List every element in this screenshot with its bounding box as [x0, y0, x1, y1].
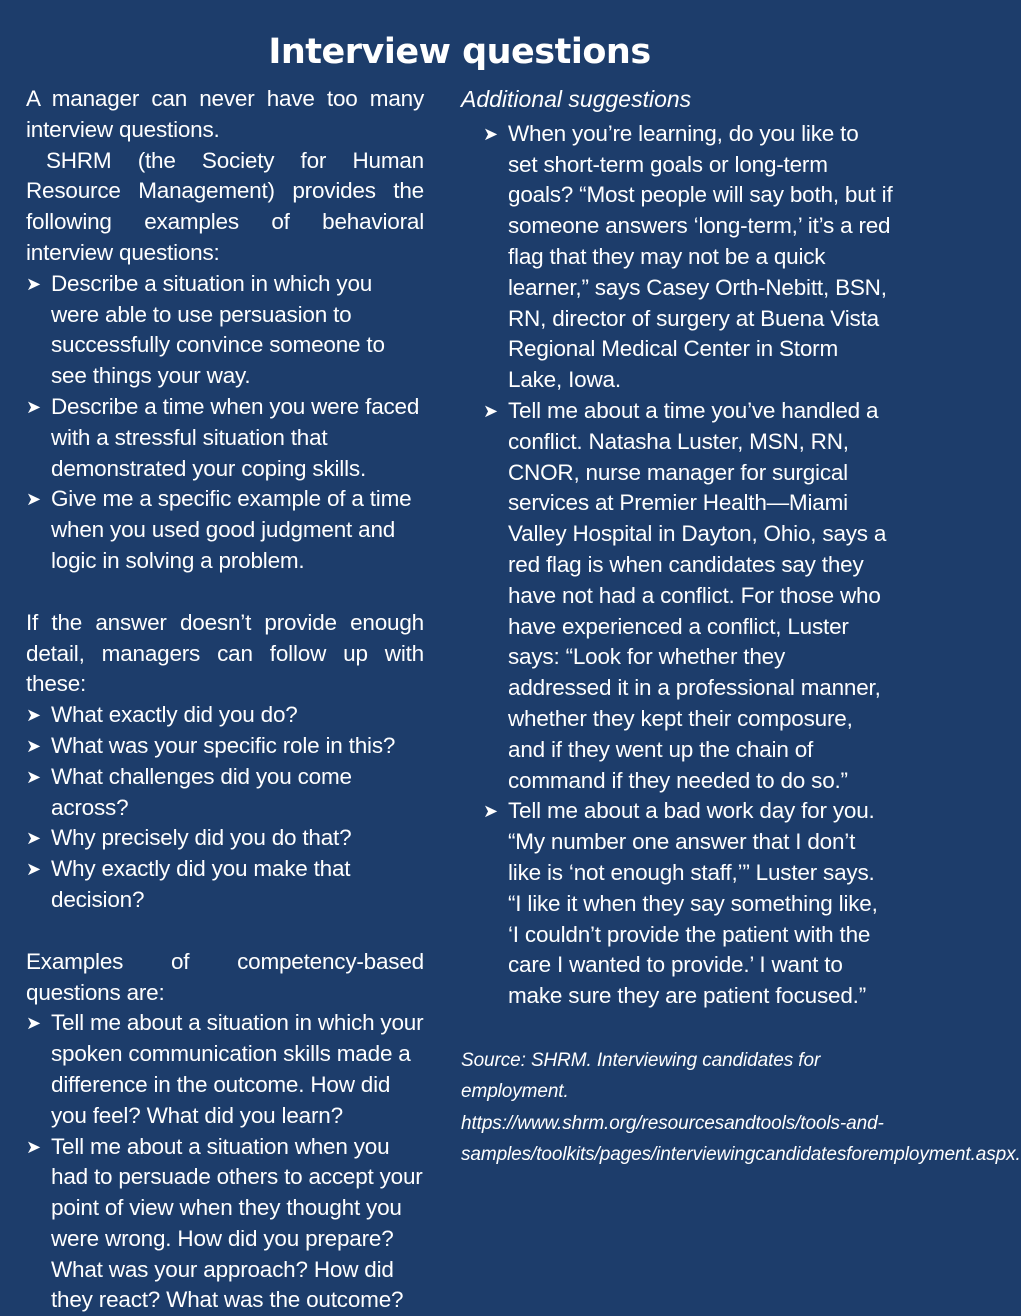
- behavioral-questions-list: [26, 269, 424, 577]
- arrow-bullet-icon: ➤: [26, 823, 41, 854]
- right-column: [461, 84, 893, 1316]
- arrow-bullet-icon: ➤: [26, 1008, 41, 1039]
- intro-paragraph: A manager can never have too many interview questions.: [26, 84, 424, 146]
- arrow-bullet-icon: ➤: [483, 119, 498, 150]
- list-item: ➤ What was your specific role in this?: [26, 731, 424, 762]
- list-item: ➤ When you’re learning, do you like to set short-term goals or long-term goals? “Most people will say both, but if someone answers ‘long-term,’ it’s a red flag that they may not be a quick learner,” says Casey Orth-Nebitt, BSN, RN, director of surgery at Buena Vista Regional Medical Center in Storm Lake, Iowa.: [483, 119, 893, 396]
- arrow-bullet-icon: ➤: [483, 796, 498, 827]
- followup-paragraph: If the answer doesn’t provide enough detail, managers can follow up with these:: [26, 608, 424, 700]
- list-item: ➤ Tell me about a bad work day for you. “My number one answer that I don’t like is ‘not enough staff,’” Luster says. “I like it when they say something like, ‘I couldn’t provide the patient with the care I wanted to provide.’ I want to make sure they are patient focused.”: [483, 796, 893, 1012]
- competency-paragraph: Examples of competency-based questions are:: [26, 947, 424, 1009]
- page-title: Interview questions: [26, 28, 893, 76]
- list-item: ➤ Why exactly did you make that decision?: [26, 854, 424, 916]
- additional-suggestions-heading: Additional suggestions: [461, 84, 893, 115]
- competency-questions-list: [26, 1008, 424, 1316]
- arrow-bullet-icon: ➤: [26, 392, 41, 423]
- arrow-bullet-icon: ➤: [26, 700, 41, 731]
- arrow-bullet-icon: ➤: [483, 396, 498, 427]
- list-item: ➤ Tell me about a situation when you had to persuade others to accept your point of view when they thought you were wrong. How did you prepare? What was your approach? How did they react? What was the outcome?: [26, 1132, 424, 1316]
- list-item: ➤ Give me a specific example of a time when you used good judgment and logic in solving a problem.: [26, 484, 424, 576]
- list-item: ➤ Describe a situation in which you were able to use persuasion to successfully convince someone to see things your way.: [26, 269, 424, 392]
- shrm-paragraph: SHRM (the Society for Human Resource Management) provides the following examples of behavioral interview questions:: [26, 146, 424, 269]
- list-item: ➤ Why precisely did you do that?: [26, 823, 424, 854]
- followup-questions-list: [26, 700, 424, 916]
- arrow-bullet-icon: ➤: [26, 269, 41, 300]
- list-item: ➤ Tell me about a situation in which your spoken communication skills made a difference in the outcome. How did you feel? What did you learn?: [26, 1008, 424, 1131]
- left-column: [26, 84, 424, 1316]
- two-column-body: [26, 84, 893, 1316]
- list-item: ➤ Tell me about a time you’ve handled a conflict. Natasha Luster, MSN, RN, CNOR, nurse manager for surgical services at Premier Health—Miami Valley Hospital in Dayton, Ohio, says a red flag is when candidates say they have not had a conflict. For those who have experienced a conflict, Luster says: “Look for whether they addressed it in a professional manner, whether they kept their composure, and if they went up the chain of command if they needed to do so.”: [483, 396, 893, 796]
- list-item: ➤ What exactly did you do?: [26, 700, 424, 731]
- arrow-bullet-icon: ➤: [26, 731, 41, 762]
- arrow-bullet-icon: ➤: [26, 1132, 41, 1163]
- list-item: ➤ Describe a time when you were faced with a stressful situation that demonstrated your coping skills.: [26, 392, 424, 484]
- arrow-bullet-icon: ➤: [26, 762, 41, 793]
- list-item: ➤ What challenges did you come across?: [26, 762, 424, 824]
- source-citation: Source: SHRM. Interviewing candidates for employment. https://www.shrm.org/resourcesandtools/tools-and-samples/toolkits/pages/interviewingcandidatesforemployment.aspx.: [461, 1045, 893, 1171]
- arrow-bullet-icon: ➤: [26, 854, 41, 885]
- arrow-bullet-icon: ➤: [26, 484, 41, 515]
- suggestions-list: [461, 119, 893, 1012]
